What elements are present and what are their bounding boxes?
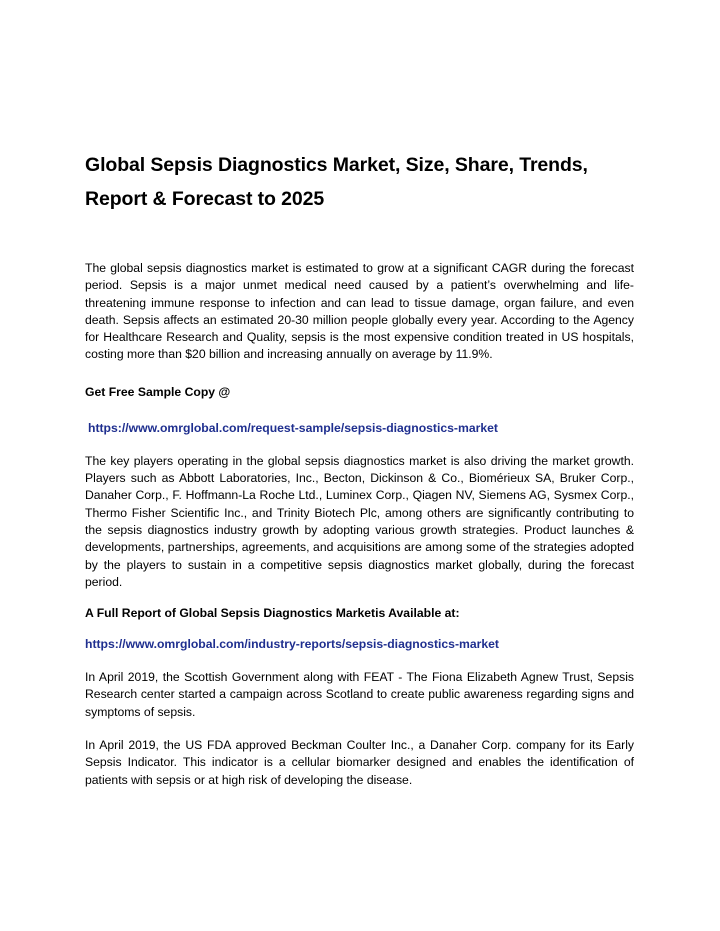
document-page	[85, 148, 634, 789]
sample-link[interactable]: https://www.omrglobal.com/request-sample/sepsis-diagnostics-market	[88, 420, 498, 435]
intro-paragraph: The global sepsis diagnostics market is estimated to grow at a significant CAGR during the forecast period. Sepsis is a major unmet medical need caused by a patient’s overwhelming and life-threatening immune response to infection and can lead to tissue damage, organ failure, and even death. Sepsis affects an estimated 20-30 million people globally every year. According to the Agency for Healthcare Research and Quality, sepsis is the most expensive condition treated in US hospitals, costing more than $20 billion and increasing annually on average by 11.9%.	[85, 261, 634, 362]
sample-heading: Get Free Sample Copy @	[85, 384, 231, 399]
fda-paragraph: In April 2019, the US FDA approved Beckman Coulter Inc., a Danaher Corp. company for its Early Sepsis Indicator. This indicator is a cellular biomarker designed and enables the identification of patients with sepsis or at high risk of developing the disease.	[85, 738, 634, 787]
players-paragraph: The key players operating in the global sepsis diagnostics market is also driving the market growth. Players such as Abbott Laboratories, Inc., Becton, Dickinson & Co., Biomérieux SA, Bruker Corp., Danaher Corp., F. Hoffmann-La Roche Ltd., Luminex Corp., Qiagen NV, Siemens AG, Sysmex Corp., Thermo Fisher Scientific Inc., and Trinity Biotech Plc, among others are significantly contributing to the sepsis diagnostics industry growth by adopting various growth strategies. Product launches & developments, partnerships, agreements, and acquisitions are among some of the strategies adopted by the players to sustain in a competitive sepsis diagnostics market globally, during the forecast period.	[85, 453, 634, 589]
report-heading: A Full Report of Global Sepsis Diagnostics Marketis Available at:	[85, 606, 460, 621]
page-title: Global Sepsis Diagnostics Market, Size, Share, Trends, Report & Forecast to 2025	[85, 154, 588, 210]
report-link[interactable]: https://www.omrglobal.com/industry-reports/sepsis-diagnostics-market	[85, 637, 499, 652]
feat-paragraph: In April 2019, the Scottish Government along with FEAT - The Fiona Elizabeth Agnew Trust, Sepsis Research center started a campaign across Scotland to create public awareness regarding signs and symptoms of sepsis.	[85, 670, 634, 719]
